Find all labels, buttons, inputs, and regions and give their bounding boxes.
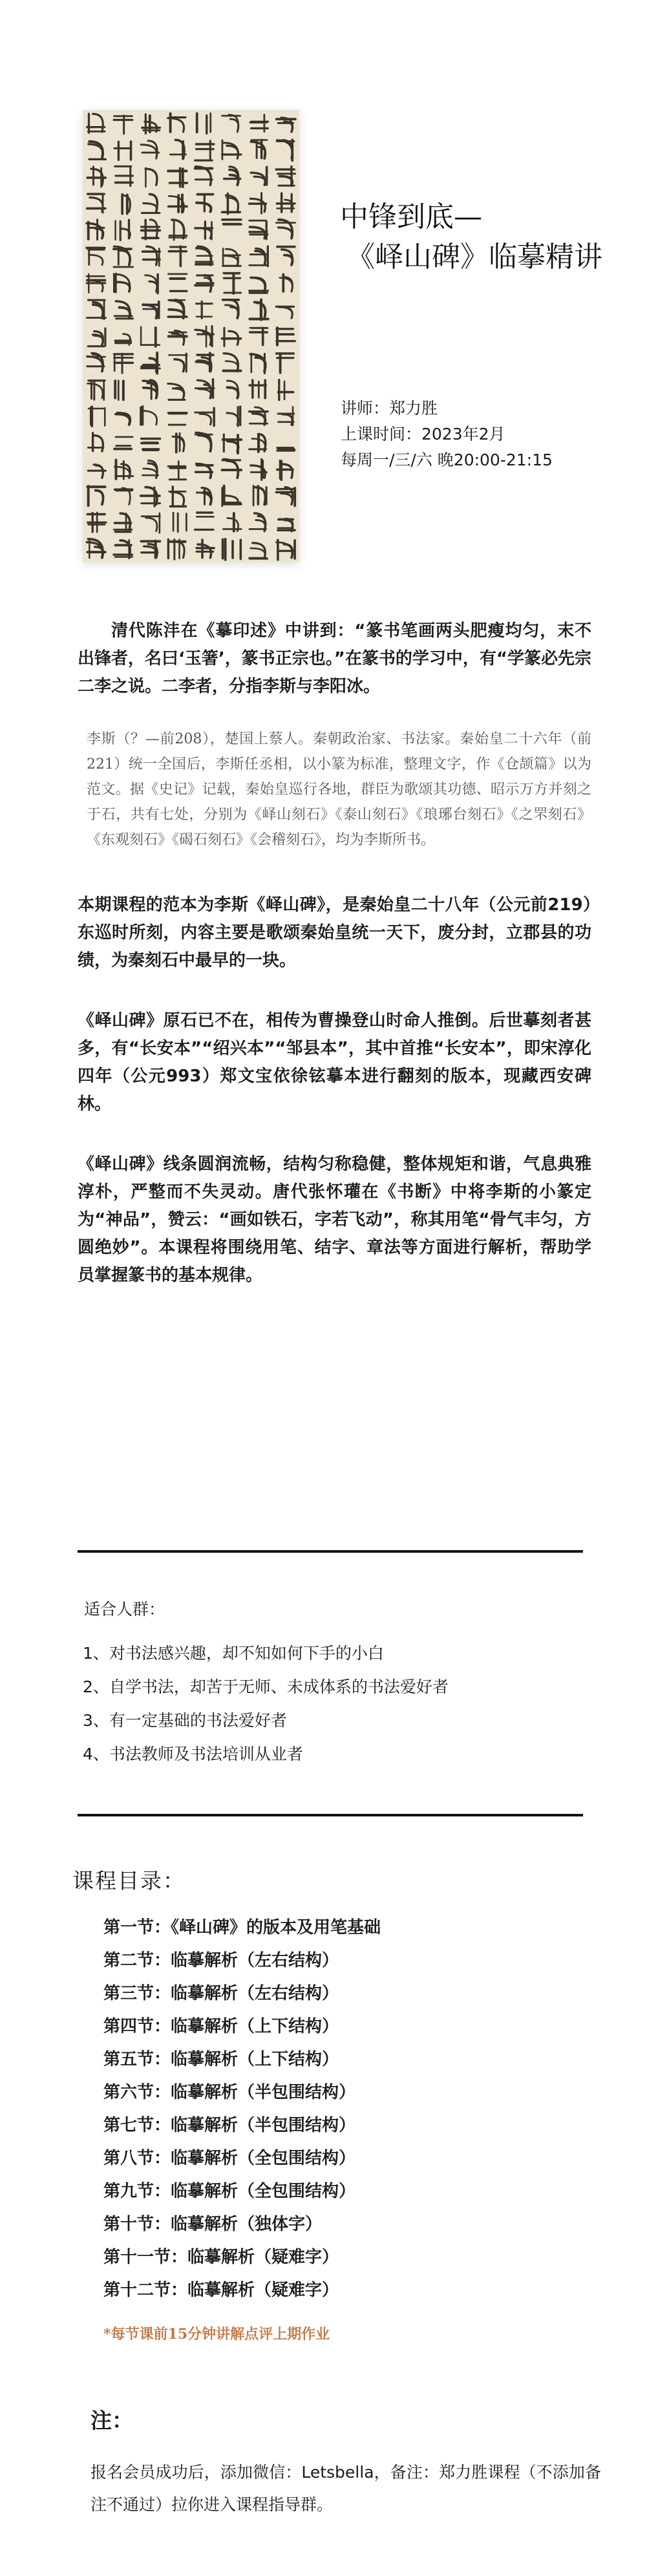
lesson-item: 第十二节：临摹解析（疑难字） bbox=[103, 2281, 339, 2300]
audience-item: 2、自学书法，却苦于无师、未成体系的书法爱好者 bbox=[83, 1677, 449, 1696]
lesson-item: 第八节：临摹解析（全包围结构） bbox=[103, 2149, 356, 2168]
course-meta bbox=[341, 396, 625, 473]
schedule-text: 每周一/三/六 晚20:00-21:15 bbox=[341, 451, 553, 469]
intro-paragraph-4: 《峄山碑》线条圆润流畅，结构匀称稳健，整体规矩和谐，气息典雅淳朴，严整而不失灵动。唐代张怀瓘在《书断》中将李斯的小篆定为“神品”，赞云：“画如铁石，字若飞动”，称其用笔“骨气丰匀，方圆绝妙”。本课程将围绕用笔、结字、章法等方面进行解析，帮助学员掌握篆书的基本规律。 bbox=[78, 1155, 591, 1285]
lecturer-text: 讲师：郑力胜 bbox=[341, 399, 438, 418]
lesson-item: 第六节：临摹解析（半包围结构） bbox=[103, 2083, 356, 2102]
lisi-biography-note: 李斯（？—前208），楚国上蔡人。秦朝政治家、书法家。秦始皇二十六年（前221）统一全国后，李斯任丞相，以小篆为标准，整理文字，作《仓颉篇》以为范文。据《史记》记载，秦始皇巡行各地，群臣为歌颂其功德、昭示万方并刻之于石，共有七处，分别为《峄山刻石》《泰山刻石》《琅琊台刻石》《之罘刻石》《东观刻石》《碣石刻石》《会稽刻石》，均为李斯所书。 bbox=[87, 731, 591, 848]
seal-script-illustration bbox=[83, 110, 299, 562]
homework-note: *每节课前15分钟讲解点评上期作业 bbox=[103, 2326, 330, 2343]
audience-item: 1、对书法感兴趣，却不知如何下手的小白 bbox=[83, 1644, 384, 1663]
course-catalog-section bbox=[72, 1865, 589, 2347]
intro-section bbox=[78, 617, 591, 1322]
lesson-item: 第五节：临摹解析（上下结构） bbox=[103, 2050, 339, 2069]
hero-section bbox=[0, 0, 669, 621]
enrollment-note-section bbox=[90, 2405, 601, 2521]
intro-paragraph-2: 本期课程的范本为李斯《峄山碑》，是秦始皇二十八年（公元前219）东巡时所刻，内容主要是歌颂秦始皇统一天下，废分封，立郡县的功绩，为秦刻石中最早的一块。 bbox=[78, 895, 591, 970]
start-time-text: 上课时间：2023年2月 bbox=[341, 425, 505, 443]
lesson-item: 第一节：《峄山碑》的版本及用笔基础 bbox=[103, 1918, 381, 1937]
note-text: 报名会员成功后，添加微信：Letsbella，备注：郑力胜课程（不添加备注不通过）拉你进入课程指导群。 bbox=[90, 2463, 601, 2514]
lesson-item: 第二节：临摹解析（左右结构） bbox=[103, 1951, 339, 1970]
intro-paragraph-3: 《峄山碑》原石已不在，相传为曹操登山时命人推倒。后世摹刻者甚多，有“长安本”“绍兴本”“邹县本”，其中首推“长安本”，即宋淳化四年（公元993）郑文宝依徐铉摹本进行翻刻的版本，现藏西安碑林。 bbox=[78, 1011, 591, 1114]
note-title: 注： bbox=[90, 2408, 133, 2433]
lesson-item: 第七节：临摹解析（半包围结构） bbox=[103, 2116, 356, 2135]
course-title-line1: 中锋到底— bbox=[340, 200, 482, 233]
course-title bbox=[336, 197, 621, 277]
audience-item: 3、有一定基础的书法爱好者 bbox=[83, 1711, 287, 1730]
lesson-item: 第十节：临摹解析（独体字） bbox=[103, 2215, 323, 2234]
lesson-item: 第三节：临摹解析（左右结构） bbox=[103, 1984, 339, 2003]
audience-section bbox=[83, 1597, 587, 1771]
audience-title: 适合人群： bbox=[84, 1600, 165, 1619]
course-title-line2: 《峄山碑》临摹精讲 bbox=[346, 240, 602, 273]
divider-bottom bbox=[78, 1814, 583, 1816]
intro-paragraph-1: 清代陈沣在《摹印述》中讲到：“篆书笔画两头肥瘦均匀，末不出锋者，名曰‘玉箸’，篆书正宗也。”在篆书的学习中，有“学篆必先宗二李之说。二李者，分指李斯与李阳冰。 bbox=[78, 621, 591, 696]
divider-top bbox=[78, 1550, 583, 1553]
audience-item: 4、书法教师及书法培训从业者 bbox=[83, 1745, 303, 1763]
lesson-item: 第九节：临摹解析（全包围结构） bbox=[103, 2182, 356, 2201]
catalog-title: 课程目录： bbox=[72, 1868, 186, 1893]
lesson-item: 第十一节：临摹解析（疑难字） bbox=[103, 2248, 339, 2267]
lesson-item: 第四节：临摹解析（上下结构） bbox=[103, 2017, 339, 2036]
stele-rubbing-image bbox=[83, 110, 299, 562]
